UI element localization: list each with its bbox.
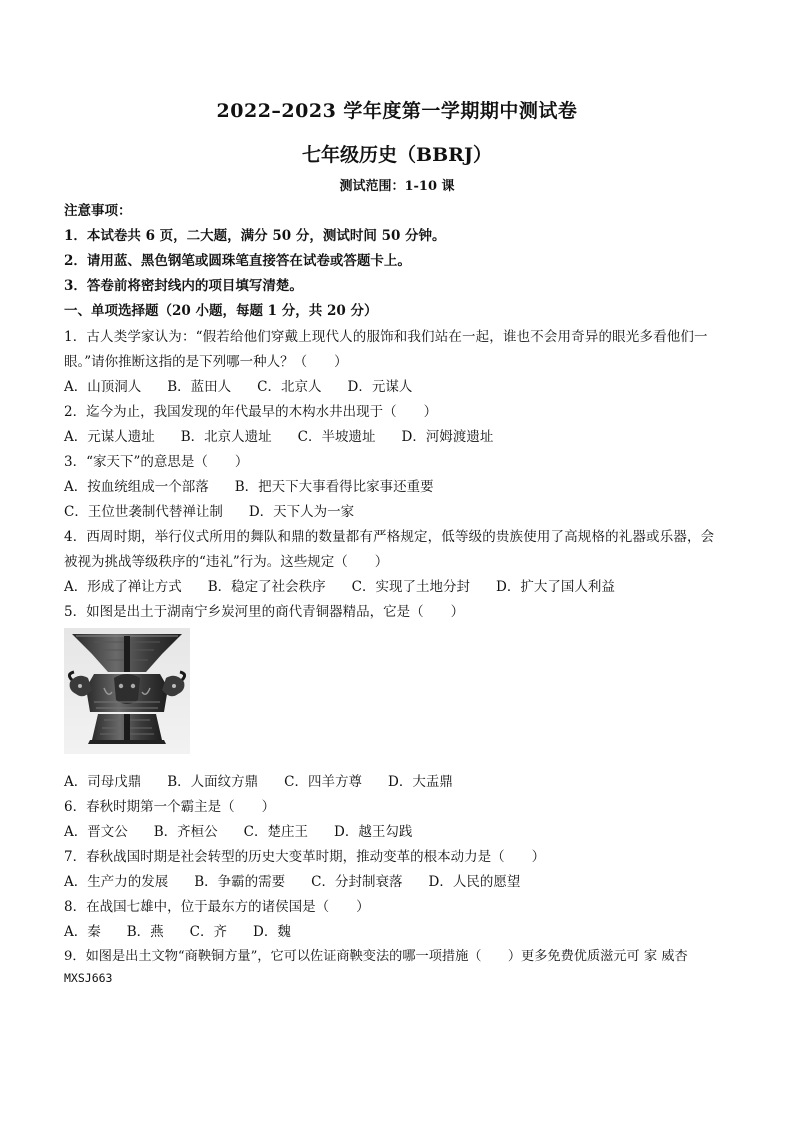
option-a: A．生产力的发展 — [64, 874, 169, 890]
question-1-text: 1．古人类学家认为：“假若给他们穿戴上现代人的服饰和我们站在一起，谁也不会用奇异的眼光多看他们一 — [64, 329, 708, 345]
question-7-text: 7．春秋战国时期是社会转型的历史大变革时期，推动变革的根本动力是（ ） — [64, 849, 546, 865]
note-item: 3．答卷前将密封线内的项目填写清楚。 — [64, 278, 303, 294]
option-b: B．齐桓公 — [153, 824, 218, 840]
option-b: B．稳定了社会秩序 — [207, 579, 326, 595]
option-c: C．楚庄王 — [243, 824, 309, 840]
option-c: C．北京人 — [257, 379, 322, 395]
question-9-text: 9．如图是出土文物“商鞅铜方量”，它可以佐证商鞅变法的哪一项措施（ ）更多免费优质滋元可 家 威杏 — [64, 949, 688, 964]
question-3-text: 3．“家天下”的意思是（ ） — [64, 454, 249, 470]
question-2-text: 2．迄今为止，我国发现的年代最早的木构水井出现于（ ） — [64, 404, 438, 420]
option-c: C．实现了土地分封 — [351, 579, 471, 595]
test-scope: 测试范围：1-10 课 — [339, 179, 455, 194]
bronze-zun-photo — [64, 628, 190, 754]
option-a: A．形成了禅让方式 — [64, 579, 182, 595]
option-b: B．争霸的需要 — [194, 874, 286, 890]
option-d: D．越王勾践 — [334, 824, 413, 840]
question-4-options — [64, 575, 641, 595]
option-b: B．北京人遗址 — [180, 429, 272, 445]
notes-heading: 注意事项： — [64, 203, 132, 219]
question-4-text-cont: 被视为挑战等级秩序的“违礼”行为。这些规定（ ） — [64, 554, 389, 570]
document-code: MXSJ663 — [64, 971, 113, 985]
option-b: B．蓝田人 — [167, 379, 232, 395]
option-c: C．王位世袭制代替禅让制 — [64, 504, 223, 520]
option-c: C．四羊方尊 — [284, 774, 363, 790]
option-d: D．扩大了国人利益 — [496, 579, 615, 595]
note-item: 1．本试卷共 6 页，二大题，满分 50 分，测试时间 50 分钟。 — [64, 228, 446, 244]
question-7-options — [64, 870, 546, 890]
exam-subtitle: 七年级历史（BBRJ） — [302, 144, 492, 166]
option-d: D．大盂鼎 — [388, 774, 453, 790]
option-d: D．河姆渡遗址 — [401, 429, 494, 445]
question-1-text-cont: 眼。”请你推断这指的是下列哪一种人？（ ） — [64, 354, 348, 370]
option-d: D．人民的愿望 — [428, 874, 521, 890]
question-2-options — [64, 425, 519, 445]
option-b: B．燕 — [126, 924, 164, 940]
note-item: 2．请用蓝、黑色钢笔或圆珠笔直接答在试卷或答题卡上。 — [64, 253, 411, 269]
option-b: B．把天下大事看得比家事还重要 — [234, 479, 434, 495]
option-a: A．按血统组成一个部落 — [64, 479, 209, 495]
option-c: C．齐 — [189, 924, 228, 940]
option-a: A．秦 — [64, 924, 101, 940]
option-a: A．司母戊鼎 — [64, 774, 142, 790]
question-5-text: 5．如图是出土于湖南宁乡炭河里的商代青铜器精品，它是（ ） — [64, 604, 465, 620]
option-d: D．元谋人 — [347, 379, 413, 395]
option-d: D．天下人为一家 — [248, 504, 355, 520]
option-d: D．魏 — [253, 924, 291, 940]
option-c: C．半坡遗址 — [297, 429, 376, 445]
question-1-options — [64, 375, 438, 395]
option-c: C．分封制衰落 — [311, 874, 403, 890]
question-5-options — [64, 770, 479, 790]
option-a: A．山顶洞人 — [64, 379, 142, 395]
option-b: B．人面纹方鼎 — [167, 774, 259, 790]
option-a: A．元谋人遗址 — [64, 429, 155, 445]
exam-title: 2022–2023 学年度第一学期期中测试卷 — [216, 100, 578, 122]
question-8-text: 8．在战国七雄中，位于最东方的诸侯国是（ ） — [64, 899, 370, 915]
question-3-options-row1 — [64, 475, 460, 495]
section-heading: 一、单项选择题（20 小题，每题 1 分，共 20 分） — [64, 303, 378, 319]
question-6-text: 6．春秋时期第一个霸主是（ ） — [64, 799, 276, 815]
option-a: A．晋文公 — [64, 824, 128, 840]
question-8-options — [64, 920, 317, 940]
question-3-options-row2 — [64, 500, 380, 520]
question-4-text: 4．西周时期，举行仪式所用的舞队和鼎的数量都有严格规定，低等级的贵族使用了高规格的礼器或乐器，会 — [64, 529, 715, 545]
question-6-options — [64, 820, 438, 840]
